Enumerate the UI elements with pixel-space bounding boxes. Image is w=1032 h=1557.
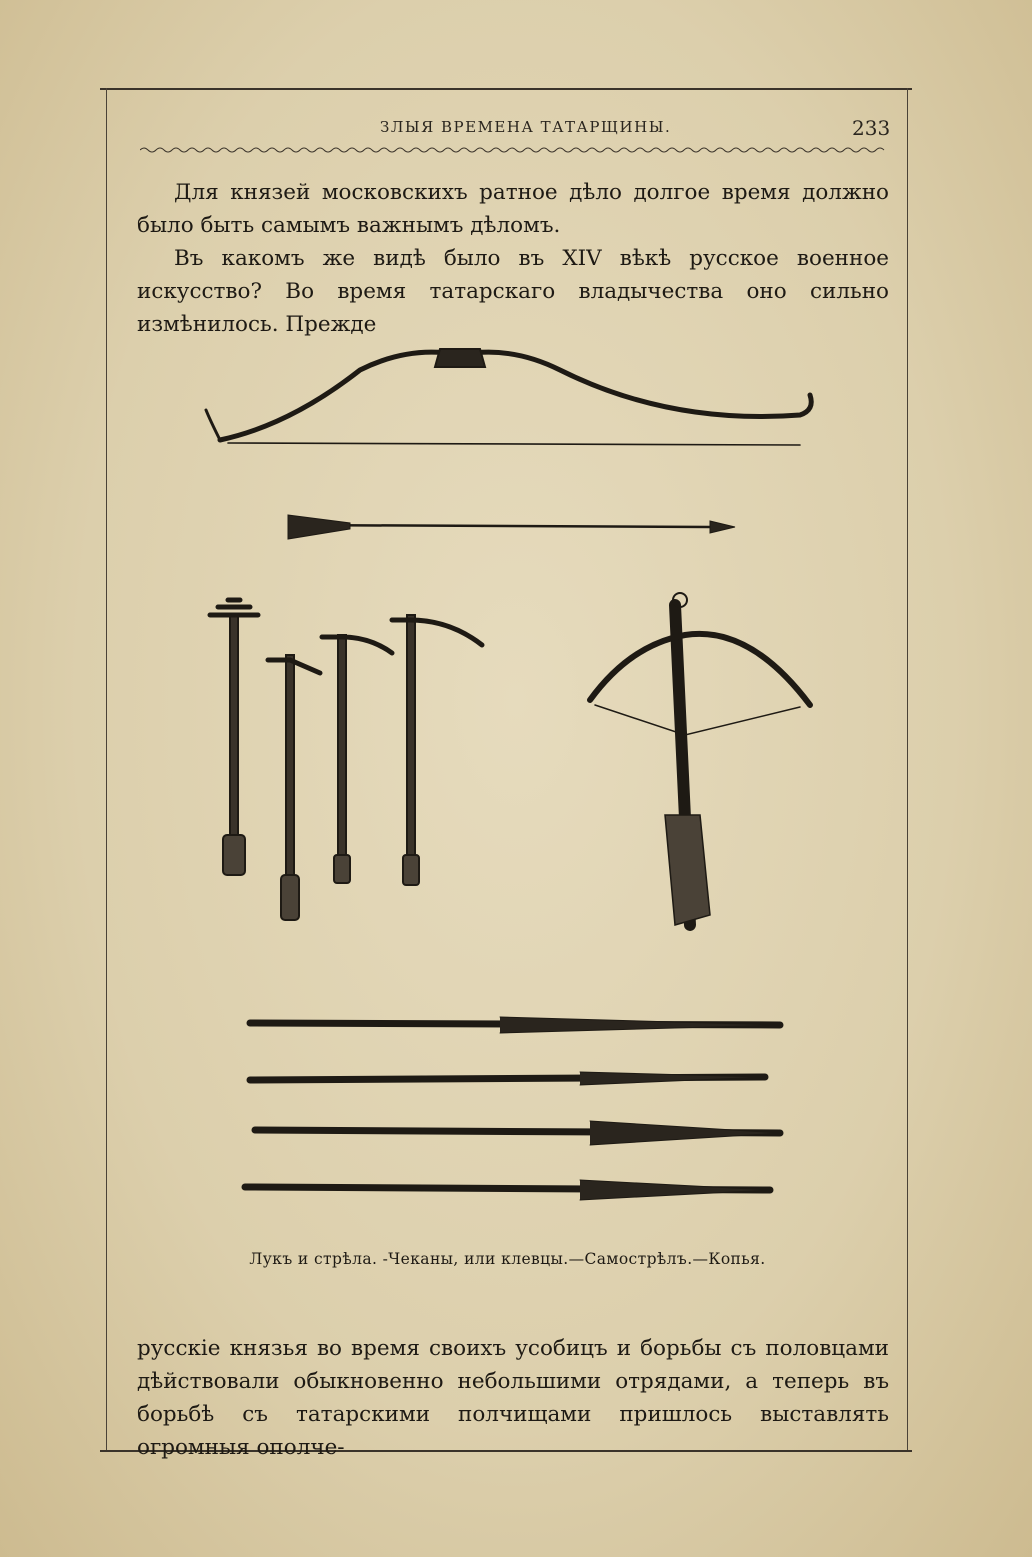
frame-top-rule [100, 88, 912, 90]
paragraph-1: Для князей московскихъ ратное дѣло долгое время должно было быть самымъ важнымъ дѣломъ. [137, 180, 889, 238]
figure-caption: Лукъ и стрѣла. -Чеканы, или клевцы.—Самострѣлъ.—Копья. [249, 1250, 766, 1268]
crossbow-drawing [590, 593, 810, 925]
page-number: 233 [852, 116, 891, 140]
weapons-illustration [110, 315, 905, 1245]
spears-drawing [245, 1017, 780, 1200]
paragraph-3: русскіе князья во время своихъ усобицъ и борьбы съ половцами дѣйствовали обыкновенно небольшими отрядами, а теперь въ борьбѣ съ татарскими полчищами пришлось выставлять огромныя ополче- [137, 1336, 889, 1460]
frame-left-rule [106, 88, 107, 1450]
paragraph-2: Въ какомъ же видѣ было въ XIV вѣкѣ русское военное искусство? Во время татарскаго владычества оно сильно измѣнилось. Прежде [137, 246, 889, 337]
arrow-drawing [288, 515, 735, 539]
bottom-text [137, 1332, 889, 1464]
war-hammers-drawing [210, 600, 482, 920]
bow-drawing [206, 349, 811, 445]
running-head: ЗЛЫЯ ВРЕМЕНА ТАТАРЩИНЫ. [380, 118, 672, 136]
decorative-wavy-rule [140, 146, 888, 154]
frame-right-rule [907, 88, 908, 1450]
